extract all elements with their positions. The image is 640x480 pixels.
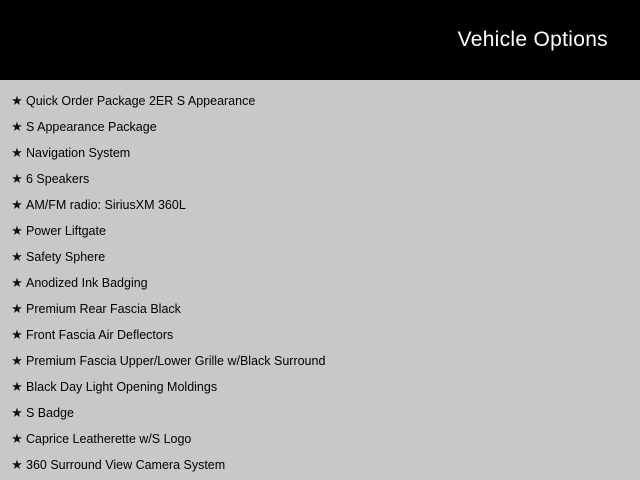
star-bullet-icon: ★: [11, 327, 23, 342]
option-label: 6 Speakers: [26, 172, 90, 186]
list-item: [0, 88, 640, 114]
page-header: [0, 0, 640, 80]
star-bullet-icon: ★: [11, 275, 23, 290]
star-bullet-icon: ★: [11, 379, 23, 394]
list-item: [0, 452, 640, 478]
list-item: [0, 218, 640, 244]
star-bullet-icon: ★: [11, 197, 23, 212]
option-label: AM/FM radio: SiriusXM 360L: [26, 198, 186, 212]
option-label: Front Fascia Air Deflectors: [26, 328, 174, 342]
star-bullet-icon: ★: [11, 457, 23, 472]
list-item: [0, 426, 640, 452]
star-bullet-icon: ★: [11, 405, 23, 420]
option-label: Premium Fascia Upper/Lower Grille w/Black Surround: [26, 354, 326, 368]
page-title: Vehicle Options: [457, 28, 608, 51]
star-bullet-icon: ★: [11, 145, 23, 160]
list-item: [0, 374, 640, 400]
list-item: [0, 348, 640, 374]
list-item: [0, 270, 640, 296]
option-label: Quick Order Package 2ER S Appearance: [26, 94, 256, 108]
vehicle-options-list: [0, 80, 640, 478]
star-bullet-icon: ★: [11, 93, 23, 108]
star-bullet-icon: ★: [11, 119, 23, 134]
option-label: S Badge: [26, 406, 74, 420]
list-item: [0, 244, 640, 270]
list-item: [0, 400, 640, 426]
list-item: [0, 192, 640, 218]
star-bullet-icon: ★: [11, 301, 23, 316]
star-bullet-icon: ★: [11, 171, 23, 186]
star-bullet-icon: ★: [11, 431, 23, 446]
option-label: S Appearance Package: [26, 120, 157, 134]
star-bullet-icon: ★: [11, 249, 23, 264]
option-label: Premium Rear Fascia Black: [26, 302, 181, 316]
option-label: Safety Sphere: [26, 250, 106, 264]
option-label: Navigation System: [26, 146, 131, 160]
list-item: [0, 114, 640, 140]
star-bullet-icon: ★: [11, 353, 23, 368]
option-label: Caprice Leatherette w/S Logo: [26, 432, 192, 446]
option-label: Power Liftgate: [26, 224, 106, 238]
option-label: 360 Surround View Camera System: [26, 458, 226, 472]
option-label: Anodized Ink Badging: [26, 276, 148, 290]
option-label: Black Day Light Opening Moldings: [26, 380, 218, 394]
list-item: [0, 166, 640, 192]
list-item: [0, 140, 640, 166]
list-item: [0, 322, 640, 348]
star-bullet-icon: ★: [11, 223, 23, 238]
list-item: [0, 296, 640, 322]
